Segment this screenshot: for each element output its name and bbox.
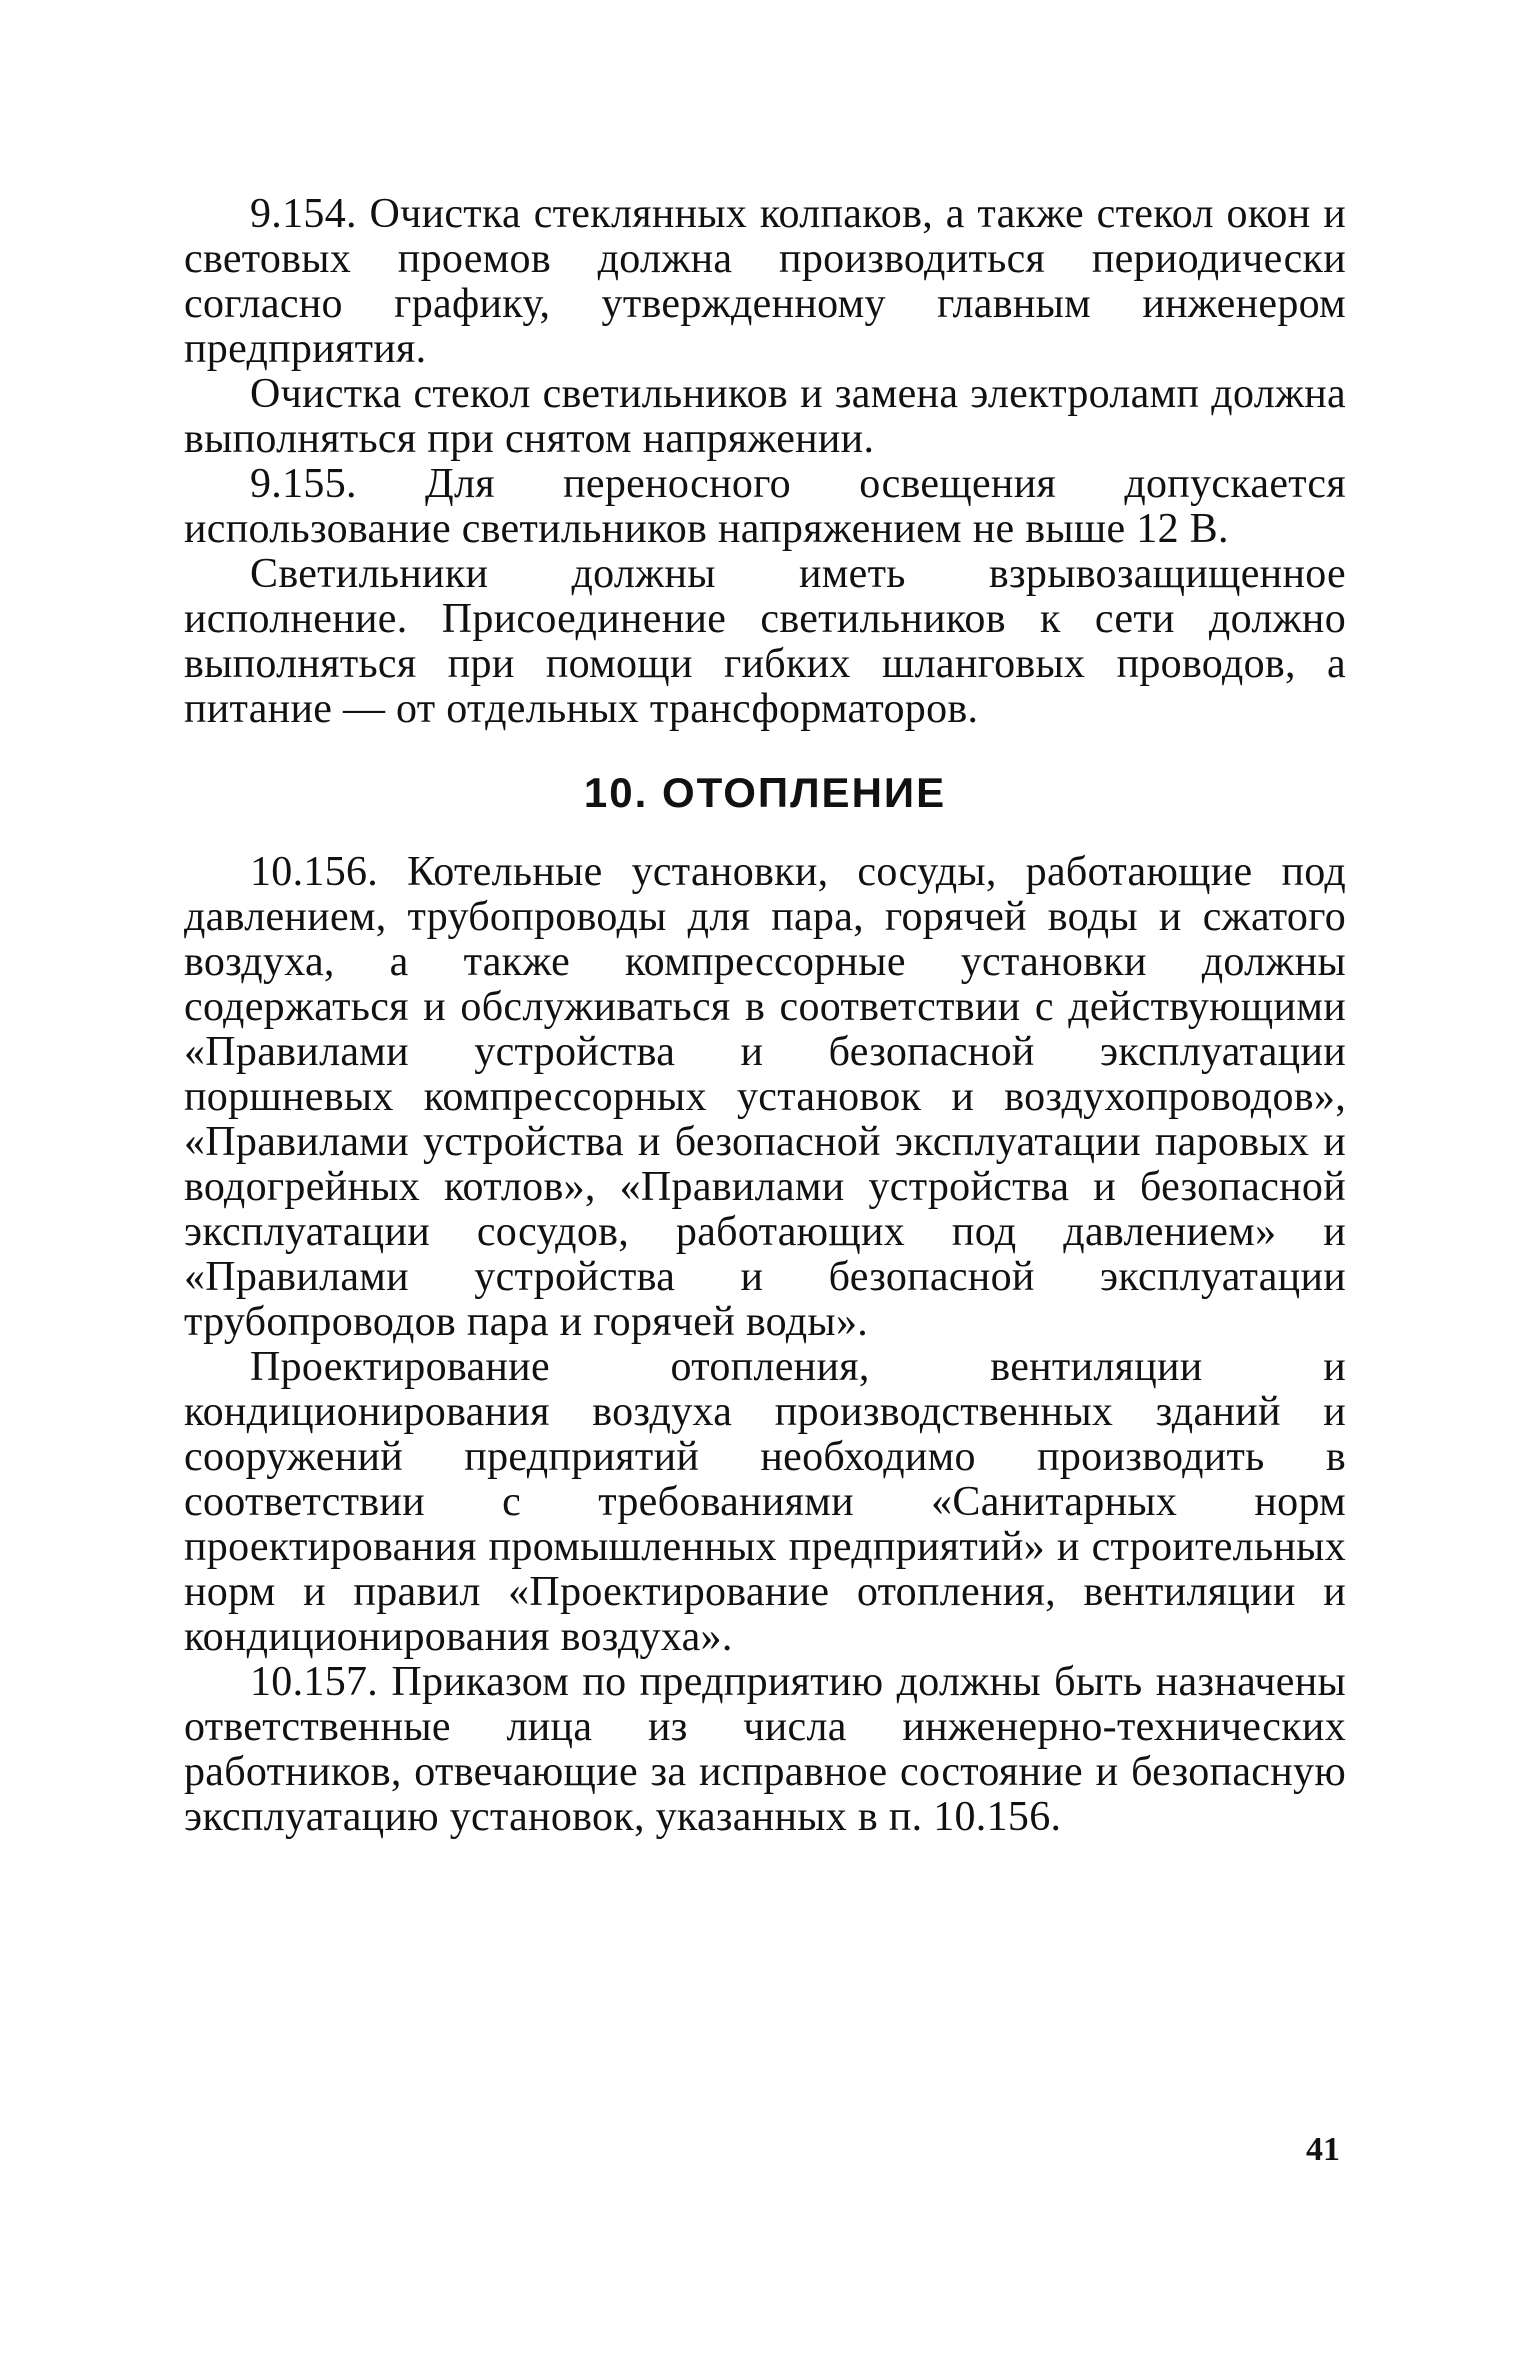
paragraph-heating-design: Проектирование отопления, вентиляции и кондиционирования воздуха производственных зданий и сооружений предприятий необходимо производить в соответствии с требованиями «Санитарных норм проектирования промышленных предприятий» и строительных норм и правил «Проектирование отопления, вентиляции и кондиционирования воздуха».: [184, 1344, 1346, 1660]
page-number: 41: [1306, 2131, 1340, 2168]
paragraph-10-156: 10.156. Котельные установки, сосуды, работающие под давлением, трубопроводы для пара, горячей воды и сжатого воздуха, а также компрессорные установки должны содержаться и обслуживаться в соответствии с действующими «Правилами устройства и безопасной эксплуатации поршневых компрессорных установок и воздухопроводов», «Правилами устройства и безопасной эксплуатации паровых и водогрейных котлов», «Правилами устройства и безопасной эксплуатации сосудов, работающих под давлением» и «Правилами устройства и безопасной эксплуатации трубопроводов пара и горячей воды».: [184, 849, 1346, 1345]
paragraph-lamp-cleaning: Очистка стекол светильников и замена электроламп должна выполняться при снятом напряжении.: [184, 371, 1346, 462]
paragraph-9-155: 9.155. Для переносного освещения допускается использование светильников напряжением не выше 12 В.: [184, 461, 1346, 552]
section-title-heating: 10. ОТОПЛЕНИЕ: [583, 769, 947, 816]
paragraph-10-157: 10.157. Приказом по предприятию должны быть назначены ответственные лица из числа инженерно-технических работников, отвечающие за исправное состояние и безопасную эксплуатацию установок, указанных в п. 10.156.: [184, 1659, 1346, 1840]
paragraph-9-154: 9.154. Очистка стеклянных колпаков, а также стекол окон и световых проемов должна производиться периодически согласно графику, утвержденному главным инженером предприятия.: [184, 191, 1346, 372]
page-content: [184, 192, 1346, 1840]
paragraph-explosion-proof: Светильники должны иметь взрывозащищенное исполнение. Присоединение светильников к сети должно выполняться при помощи гибких шланговых проводов, а питание — от отдельных трансформаторов.: [184, 551, 1346, 732]
